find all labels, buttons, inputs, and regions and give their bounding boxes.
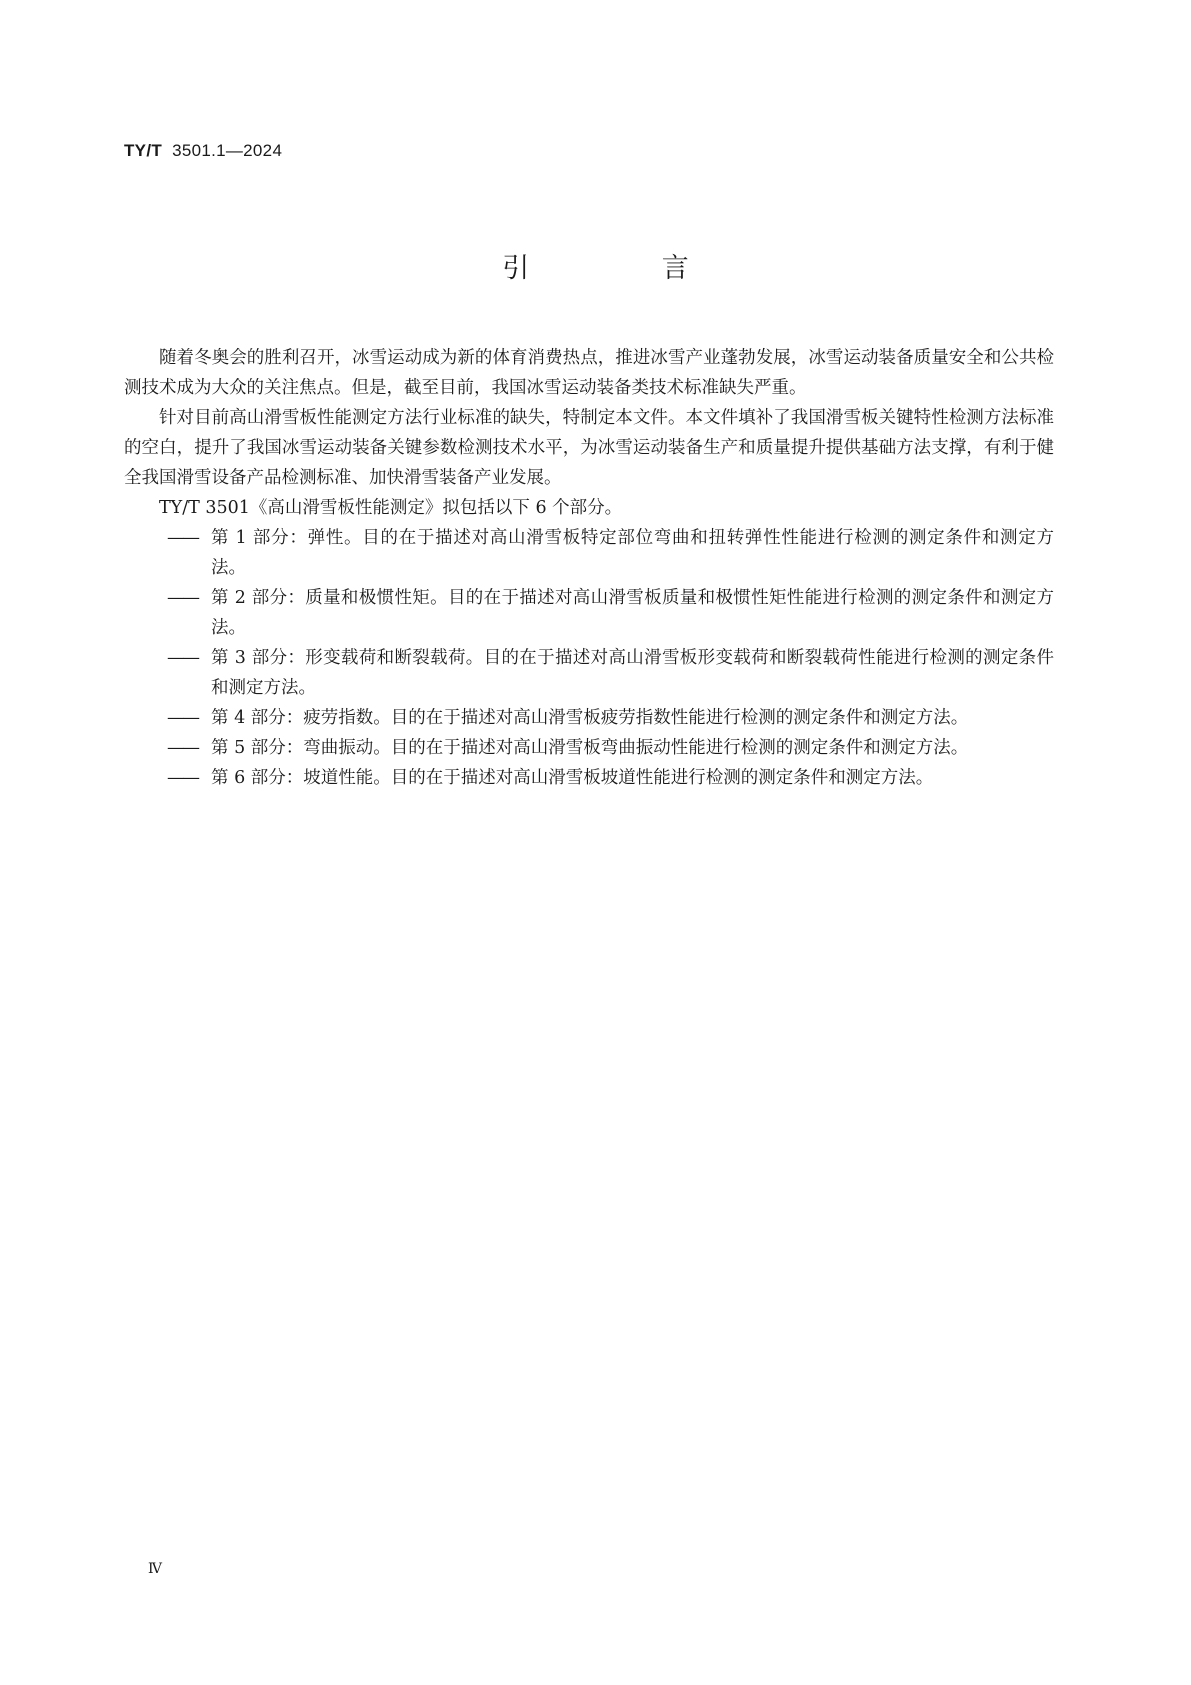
list-dash: —— xyxy=(167,588,198,608)
list-dash: —— xyxy=(167,738,198,758)
list-dash: —— xyxy=(167,768,198,788)
list-item xyxy=(124,733,1054,763)
list-item-text: 第 2 部分：质量和极惯性矩。目的在于描述对高山滑雪板质量和极惯性矩性能进行检测的测定条件和测定方法。 xyxy=(211,588,1054,638)
list-dash: —— xyxy=(167,708,198,728)
list-dash: —— xyxy=(167,528,198,548)
document-body xyxy=(124,343,1054,793)
paragraph: 针对目前高山滑雪板性能测定方法行业标准的缺失，特制定本文件。本文件填补了我国滑雪板关键特性检测方法标准的空白，提升了我国冰雪运动装备关键参数检测技术水平，为冰雪运动装备生产和质量提升提供基础方法支撑，有利于健全我国滑雪设备产品检测标准、加快滑雪装备产业发展。 xyxy=(124,408,1054,488)
list-item xyxy=(124,643,1054,703)
list-item xyxy=(124,523,1054,583)
list-item-text: 第 3 部分：形变载荷和断裂载荷。目的在于描述对高山滑雪板形变载荷和断裂载荷性能进行检测的测定条件和测定方法。 xyxy=(211,648,1054,698)
list-item-text: 第 1 部分：弹性。目的在于描述对高山滑雪板特定部位弯曲和扭转弹性性能进行检测的测定条件和测定方法。 xyxy=(211,528,1054,578)
document-code xyxy=(124,141,282,161)
paragraph: TY/T 3501《高山滑雪板性能测定》拟包括以下 6 个部分。 xyxy=(159,498,623,518)
list-item xyxy=(124,583,1054,643)
standard-number: 3501.1—2024 xyxy=(172,141,283,160)
list-item-text: 第 6 部分：坡道性能。目的在于描述对高山滑雪板坡道性能进行检测的测定条件和测定方法。 xyxy=(211,768,934,788)
paragraph: 随着冬奥会的胜利召开，冰雪运动成为新的体育消费热点，推进冰雪产业蓬勃发展，冰雪运动装备质量安全和公共检测技术成为大众的关注焦点。但是，截至目前，我国冰雪运动装备类技术标准缺失严重。 xyxy=(124,348,1054,398)
list-dash: —— xyxy=(167,648,198,668)
list-item-text: 第 4 部分：疲劳指数。目的在于描述对高山滑雪板疲劳指数性能进行检测的测定条件和测定方法。 xyxy=(211,708,969,728)
list-item xyxy=(124,763,1054,793)
parts-list xyxy=(124,523,1054,793)
standard-prefix: TY/T xyxy=(124,141,163,160)
page-number: Ⅳ xyxy=(148,1561,162,1577)
list-item-text: 第 5 部分：弯曲振动。目的在于描述对高山滑雪板弯曲振动性能进行检测的测定条件和测定方法。 xyxy=(211,738,969,758)
list-item xyxy=(124,703,1054,733)
section-title: 引 言 xyxy=(502,253,751,284)
